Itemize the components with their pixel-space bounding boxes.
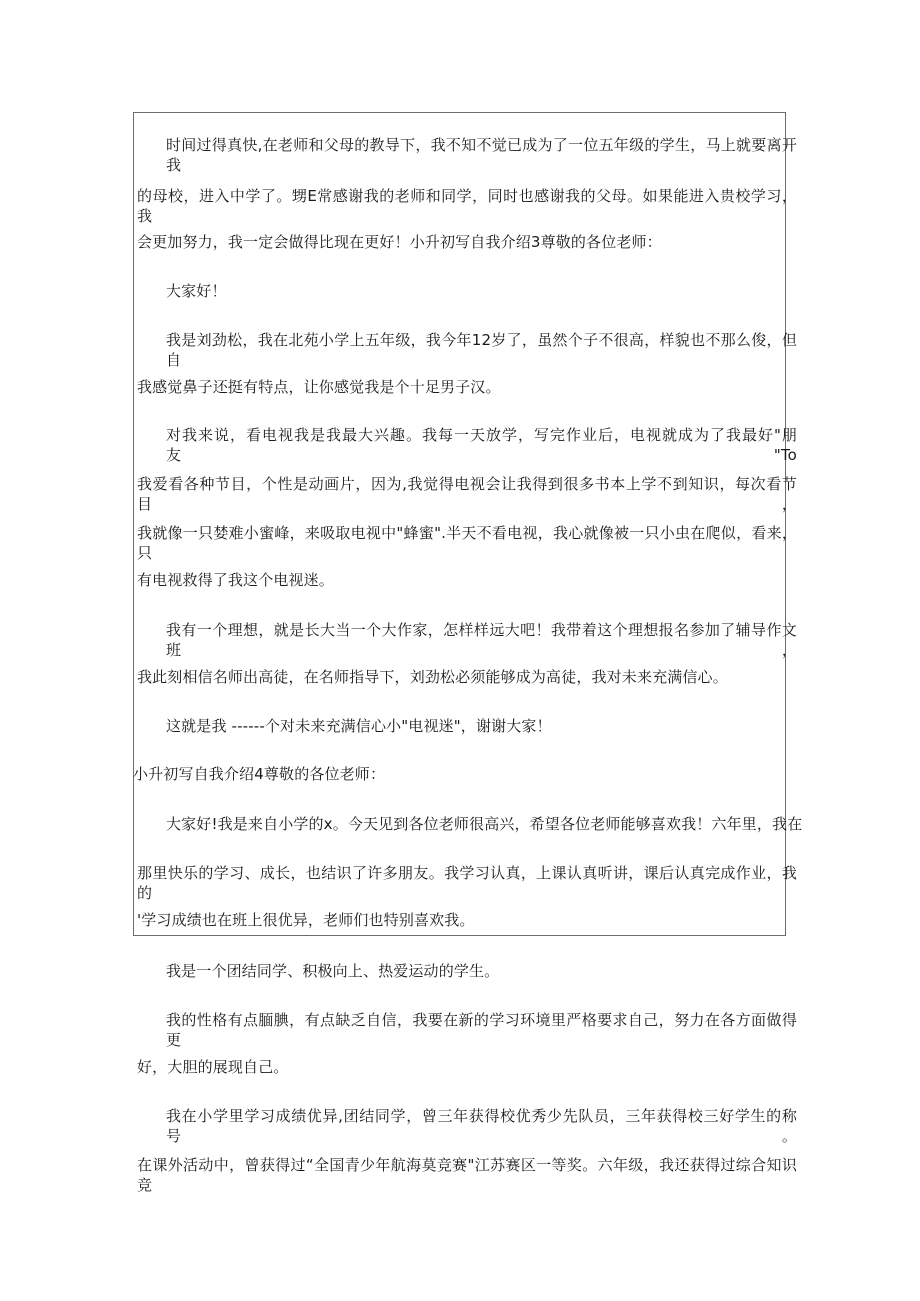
paragraph-line: 我有一个理想，就是长大当一个大作家，怎样样远大吧！我带着这个理想报名参加了辅导作文班， bbox=[166, 621, 797, 659]
section-heading: 小升初写自我介绍4尊敬的各位老师： bbox=[133, 765, 386, 783]
paragraph-line: 那里快乐的学习、成长，也结识了许多朋友。我学习认真，上课认真听讲，课后认真完成作业，我的 bbox=[137, 864, 797, 902]
paragraph-line: 我爱看各种节目，个性是动画片，因为,我觉得电视会让我得到很多书本上学不到知识，每次看节目， bbox=[137, 475, 797, 513]
paragraph-line: 会更加努力，我一定会做得比现在更好！小升初写自我介绍3尊敬的各位老师： bbox=[137, 233, 662, 251]
paragraph-line: 这就是我 ------个对未来充满信心小"电视迷"，谢谢大家！ bbox=[166, 717, 552, 735]
greeting-line: 大家好！ bbox=[166, 282, 227, 300]
paragraph-line: 我就像一只婪难小蜜峰，来吸取电视中"蜂蜜".半天不看电视，我心就像被一只小虫在爬似，看来，只 bbox=[137, 524, 797, 562]
paragraph-line: 我是一个团结同学、积极向上、热爱运动的学生。 bbox=[166, 962, 500, 980]
paragraph-line: 好，大胆的展现自己。 bbox=[137, 1058, 289, 1076]
paragraph-line: 有电视救得了我这个电视迷。 bbox=[137, 571, 334, 589]
paragraph-line: 大家好!我是来自小学的x。今天见到各位老师很高兴，希望各位老师能够喜欢我！六年里，我在 bbox=[166, 815, 803, 833]
paragraph-line: 对我来说，看电视我是我最大兴趣。我每一天放学，写完作业后，电视就成为了我最好"朋友"To bbox=[166, 426, 797, 464]
paragraph-line: 我在小学里学习成绩优异,团结同学，曾三年获得校优秀少先队员，三年获得校三好学生的称号。 bbox=[166, 1107, 797, 1145]
paragraph-line: 在课外活动中，曾获得过“全国青少年航海莫竞赛"江苏赛区一等奖。六年级，我还获得过综合知识竞 bbox=[137, 1156, 797, 1194]
paragraph-line: '学习成绩也在班上很优异，老师们也特别喜欢我。 bbox=[137, 911, 475, 929]
paragraph-line: 我是刘劲松，我在北苑小学上五年级，我今年12岁了，虽然个子不很高，样貌也不那么俊，但自 bbox=[166, 331, 797, 369]
paragraph-line: 的母校，进入中学了。甥E常感谢我的老师和同学，同时也感谢我的父母。如果能进入贵校学习，我 bbox=[137, 187, 797, 225]
paragraph-line: 我感觉鼻子还挺有特点，让你感觉我是个十足男子汉。 bbox=[137, 378, 501, 396]
paragraph-line: 我的性格有点腼腆，有点缺乏自信，我要在新的学习环境里严格要求自己，努力在各方面做得更 bbox=[166, 1011, 797, 1049]
paragraph-line: 时间过得真快,在老师和父母的教导下，我不知不觉已成为了一位五年级的学生，马上就要离开我 bbox=[166, 136, 797, 174]
paragraph-line: 我此刻相信名师出高徒，在名师指导下，刘劲松必须能够成为高徒，我对未来充满信心。 bbox=[137, 668, 728, 686]
